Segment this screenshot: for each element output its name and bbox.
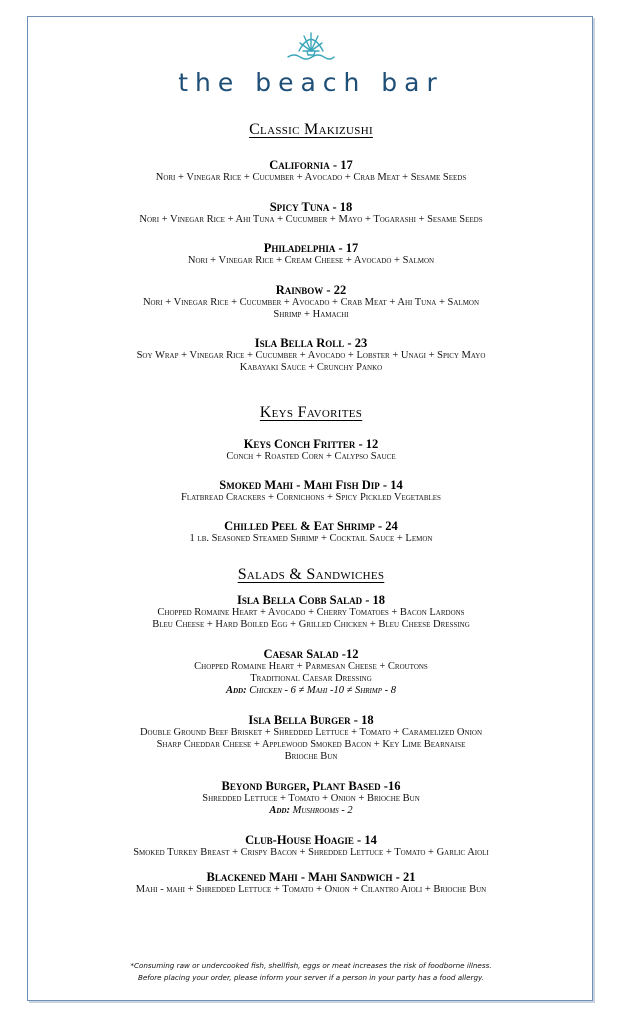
allergy-disclaimer (0, 960, 622, 984)
item-desc: Sharp Cheddar Cheese + Applewood Smoked Bacon + Key Lime Bearnaise (156, 739, 466, 750)
section-title-keys-favorites: Keys Favorites (259, 404, 363, 421)
item-name: Spicy Tuna - 18 (269, 200, 353, 214)
item-desc: Smoked Turkey Breast + Crispy Bacon + Shredded Lettuce + Tomato + Garlic Aioli (133, 847, 489, 858)
item-desc: 1 lb. Seasoned Steamed Shrimp + Cocktail Sauce + Lemon (189, 533, 433, 544)
item-desc: Conch + Roasted Corn + Calypso Sauce (226, 451, 396, 462)
item-desc: Nori + Vinegar Rice + Cucumber + Avocado + Crab Meat + Sesame Seeds (155, 172, 467, 183)
item-name: California - 17 (269, 158, 353, 172)
item-desc: Double Ground Beef Brisket + Shredded Lettuce + Tomato + Caramelized Onion (139, 727, 483, 738)
menu-item-fish-dip (0, 478, 622, 504)
item-name: Smoked Mahi - Mahi Fish Dip - 14 (219, 478, 403, 492)
item-desc: Mahi - mahi + Shredded Lettuce + Tomato + Onion + Cilantro Aioli + Brioche Bun (135, 884, 487, 895)
item-name: Keys Conch Fritter - 12 (243, 437, 379, 451)
addon-text: Mushrooms - 2 (289, 805, 353, 816)
menu-item-philadelphia (0, 241, 622, 267)
addon-label: Add: (226, 685, 247, 696)
menu-item-rainbow (0, 283, 622, 321)
shell-icon (286, 28, 336, 60)
menu-item-club-house-hoagie (0, 833, 622, 859)
disclaimer-line-2: Before placing your order, please inform your server if a person in your party has a food allergy. (137, 973, 485, 982)
item-name: Club-House Hoagie - 14 (245, 833, 377, 847)
item-name: Blackened Mahi - Mahi Sandwich - 21 (206, 870, 416, 884)
item-addon (0, 685, 622, 697)
brand-name: the beach bar (178, 68, 444, 97)
addon-label: Add: (269, 805, 290, 816)
menu-item-caesar-salad (0, 647, 622, 697)
menu-item-mahi-sandwich (0, 870, 622, 896)
menu-item-peel-eat-shrimp (0, 519, 622, 545)
item-name: Isla Bella Cobb Salad - 18 (237, 593, 385, 607)
item-desc: Bleu Cheese + Hard Boiled Egg + Grilled Chicken + Bleu Cheese Dressing (152, 619, 470, 630)
item-name: Isla Bella Burger - 18 (248, 713, 374, 727)
item-desc: Traditional Caesar Dressing (250, 673, 372, 684)
menu-item-cobb-salad (0, 593, 622, 631)
menu-item-isla-bella-roll (0, 336, 622, 374)
item-name: Chilled Peel & Eat Shrimp - 24 (224, 519, 398, 533)
item-desc: Soy Wrap + Vinegar Rice + Cucumber + Avocado + Lobster + Unagi + Spicy Mayo (136, 350, 486, 361)
item-name: Philadelphia - 17 (263, 241, 359, 255)
section-title-salads-sandwiches: Salads & Sandwiches (237, 566, 385, 583)
item-desc: Chopped Romaine Heart + Parmesan Cheese + Croutons (194, 661, 428, 672)
item-desc: Nori + Vinegar Rice + Cucumber + Avocado + Crab Meat + Ahi Tuna + Salmon (142, 297, 480, 308)
menu-item-isla-bella-burger (0, 713, 622, 763)
item-desc: Chopped Romaine Heart + Avocado + Cherry Tomatoes + Bacon Lardons (157, 607, 465, 618)
item-desc: Shredded Lettuce + Tomato + Onion + Brioche Bun (202, 793, 420, 804)
item-desc: Kabayaki Sauce + Crunchy Panko (239, 362, 383, 373)
item-name: Rainbow - 22 (275, 283, 347, 297)
menu-item-spicy-tuna (0, 200, 622, 226)
item-desc: Shrimp + Hamachi (273, 309, 349, 320)
item-name: Caesar Salad -12 (263, 647, 359, 661)
item-desc: Nori + Vinegar Rice + Cream Cheese + Avocado + Salmon (187, 255, 435, 266)
section-title-classic-makizushi: Classic Makizushi (249, 121, 373, 138)
item-desc: Brioche Bun (284, 751, 338, 762)
item-addon (0, 805, 622, 817)
item-desc: Flatbread Crackers + Cornichons + Spicy Pickled Vegetables (181, 492, 441, 503)
item-name: Isla Bella Roll - 23 (254, 336, 368, 350)
menu-item-california (0, 158, 622, 184)
menu-item-conch-fritter (0, 437, 622, 463)
addon-text: Chicken - 6 ≠ Mahi -10 ≠ Shrimp - 8 (246, 685, 396, 696)
menu-item-beyond-burger (0, 779, 622, 817)
item-name: Beyond Burger, Plant Based -16 (221, 779, 401, 793)
disclaimer-line-1: *Consuming raw or undercooked fish, shellfish, eggs or meat increases the risk of foodborne illness. (130, 961, 492, 970)
item-desc: Nori + Vinegar Rice + Ahi Tuna + Cucumber + Mayo + Togarashi + Sesame Seeds (139, 214, 483, 225)
